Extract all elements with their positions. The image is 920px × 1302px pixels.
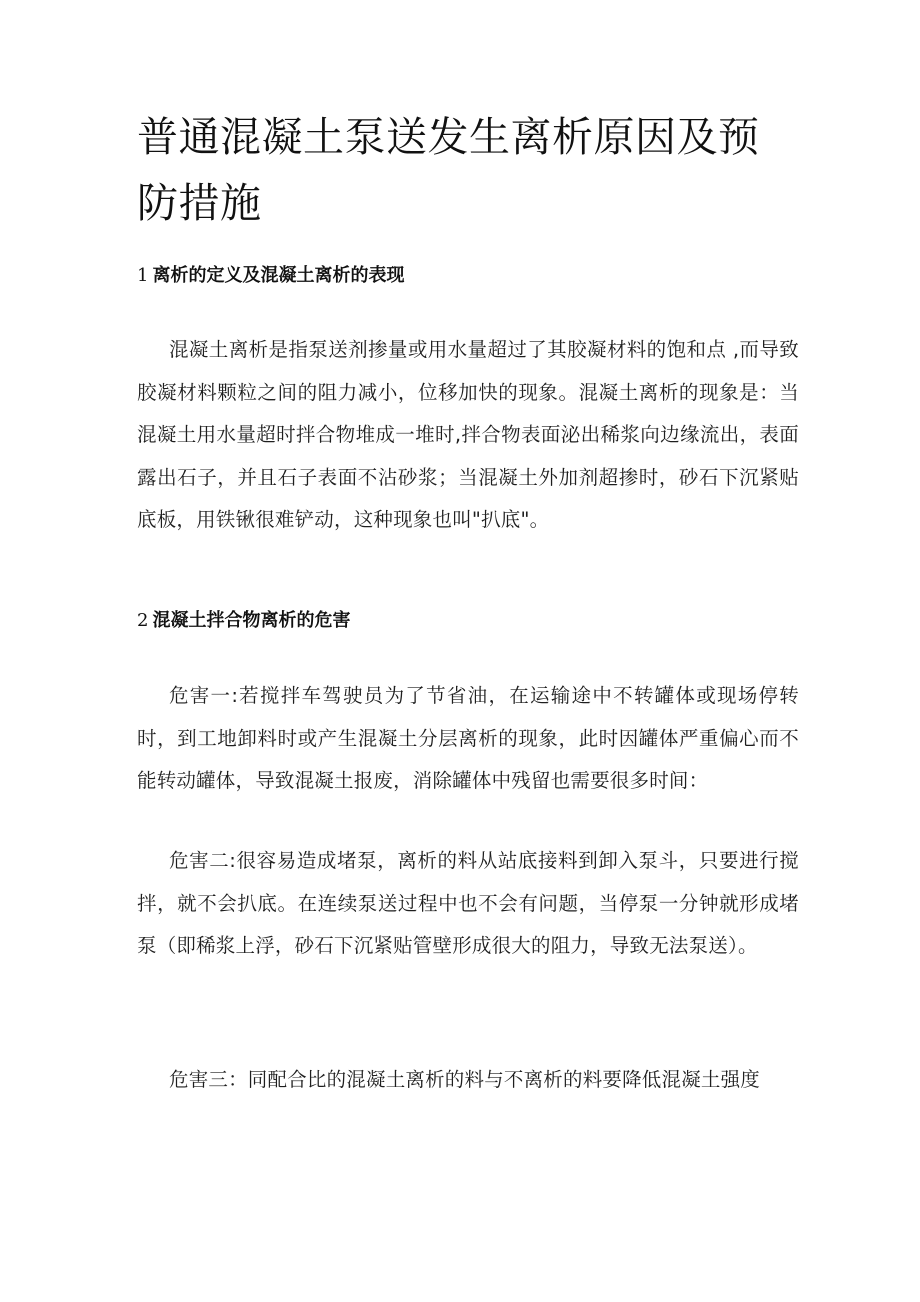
paragraph-definition: 混凝土离析是指泵送剂掺量或用水量超过了其胶凝材料的饱和点 ,而导致胶凝材料颗粒之间的阻力减小，位移加快的现象。混凝土离析的现象是：当混凝土用水量超时拌合物堆成一堆时,拌合物表面泌出稀浆向边缘流出，表面露出石子，并且石子表面不沾砂浆；当混凝土外加剂超掺时，砂石下沉紧贴底板，用铁锹很难铲动，这种现象也叫"扒底"。 — [137, 338, 799, 531]
document-title: 普通混凝土泵送发生离析原因及预防措施 — [137, 113, 760, 227]
paragraph-hazard-2: 危害二:很容易造成堵泵，离析的料从站底接料到卸入泵斗，只要进行搅拌，就不会扒底。在连续泵送过程中也不会有问题，当停泵一分钟就形成堵泵（即稀浆上浮，砂石下沉紧贴管壁形成很大的阻力，导致无法泵送）。 — [137, 849, 799, 957]
paragraph-hazard-1: 危害一:若搅拌车驾驶员为了节省油，在运输途中不转罐体或现场停转时，到工地卸料时或产生混凝土分层离析的现象，此时因罐体严重偏心而不能转动罐体，导致混凝土报废，消除罐体中残留也需要很多时间： — [137, 684, 799, 792]
section-number: 2 — [137, 610, 149, 631]
section-heading-2 — [137, 608, 797, 634]
section-number: 1 — [137, 265, 149, 286]
section-heading-1 — [137, 263, 797, 289]
section-heading-text: 混凝土拌合物离析的危害 — [152, 610, 351, 631]
section-heading-text: 离析的定义及混凝土离析的表现 — [152, 265, 405, 286]
paragraph-hazard-3: 危害三：同配合比的混凝土离析的料与不离析的料要降低混凝土强度 — [169, 1068, 761, 1091]
